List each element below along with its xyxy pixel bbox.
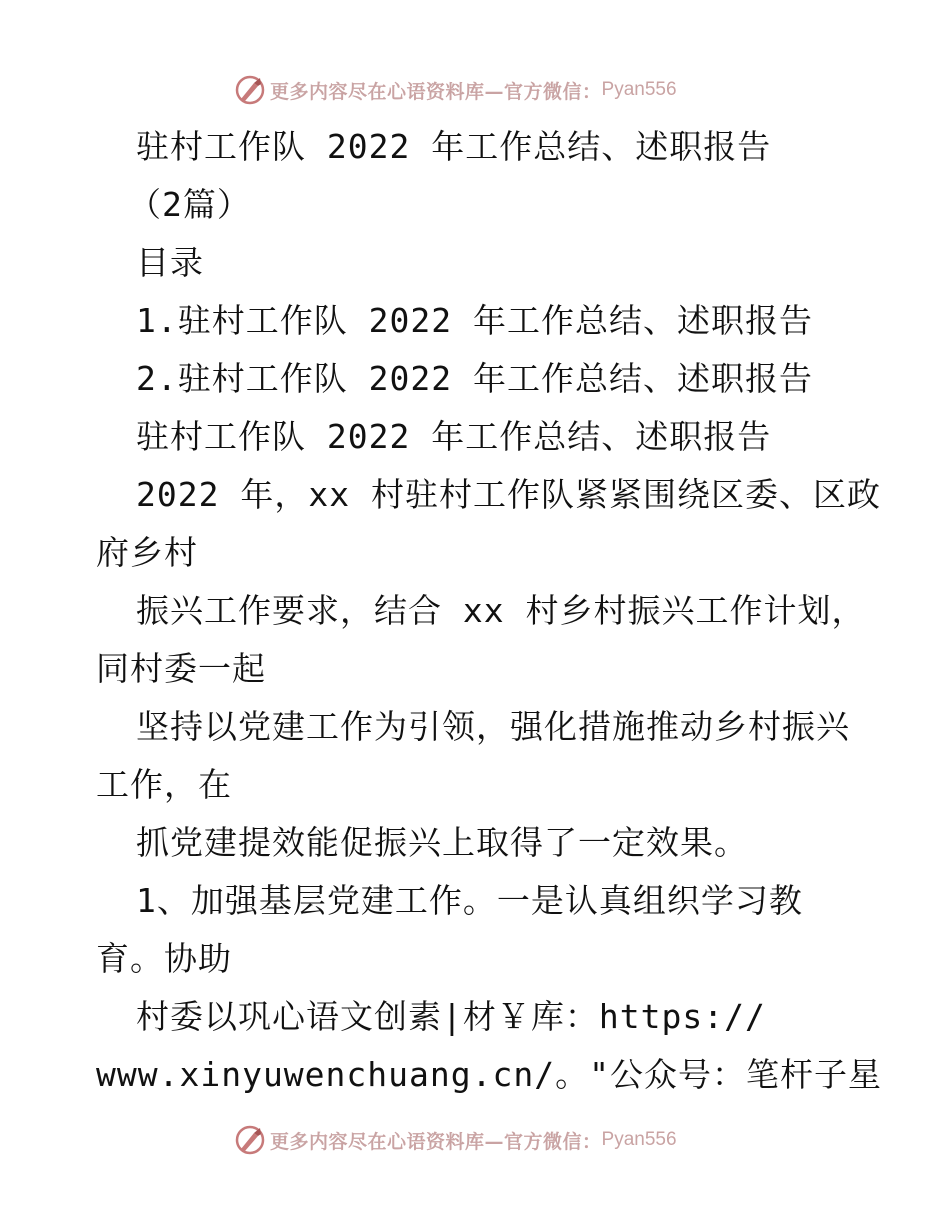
toc-heading: 目录: [136, 243, 204, 282]
paragraph-line: 坚持以党建工作为引领，强化措施推动乡村振兴: [136, 707, 850, 746]
toc-item-1: 1.驻村工作队 2022 年工作总结、述职报告: [136, 301, 813, 340]
banner-wechat-id: Pyan556: [601, 1129, 677, 1150]
section-heading: 驻村工作队 2022 年工作总结、述职报告: [136, 417, 772, 456]
paragraph-line: www.xinyuwenchuang.cn/。"公众号：笔杆子星: [96, 1055, 882, 1094]
paragraph-line: 工作，在: [96, 765, 232, 804]
paragraph-line: 同村委一起: [96, 649, 266, 688]
banner-wechat-id: Pyan556: [601, 79, 677, 100]
banner-text: 更多内容尽在心语资料库—官方微信：: [270, 1130, 602, 1153]
header-watermark-banner: [234, 72, 677, 108]
footer-watermark-banner: [234, 1122, 677, 1158]
banner-text: 更多内容尽在心语资料库—官方微信：: [270, 80, 602, 103]
paragraph-line: 1、加强基层党建工作。一是认真组织学习教: [136, 881, 803, 920]
quill-pen-circle-icon: [234, 1124, 266, 1156]
paragraph-line: 抓党建提效能促振兴上取得了一定效果。: [136, 823, 748, 862]
paragraph-line: 村委以巩心语文创素|材￥库：https://: [136, 997, 766, 1036]
toc-item-2: 2.驻村工作队 2022 年工作总结、述职报告: [136, 359, 813, 398]
paragraph-line: 府乡村: [96, 533, 198, 572]
quill-pen-circle-icon: [234, 74, 266, 106]
paragraph-line: 育。协助: [96, 939, 232, 978]
paragraph-line: 2022 年，xx 村驻村工作队紧紧围绕区委、区政: [136, 475, 881, 514]
document-title: 驻村工作队 2022 年工作总结、述职报告: [136, 127, 772, 166]
document-subtitle: （2篇）: [128, 185, 251, 224]
paragraph-line: 振兴工作要求，结合 xx 村乡村振兴工作计划，: [136, 591, 866, 630]
